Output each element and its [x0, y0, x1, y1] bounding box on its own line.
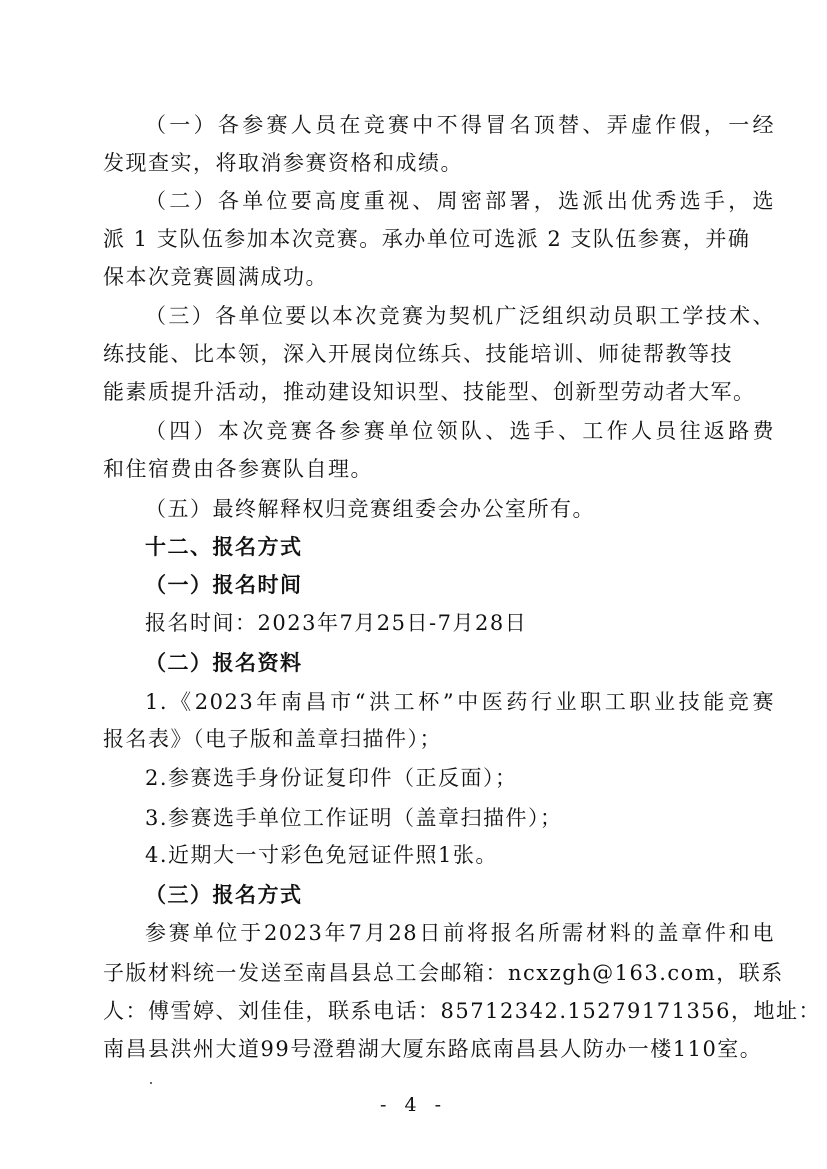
paragraph-line: 练技能、比本领，深入开展岗位练兵、技能培训、师徒帮教等技	[103, 342, 733, 366]
speck-mark	[150, 1082, 152, 1084]
paragraph-line: （三）各单位要以本次竞赛为契机广泛组织动员职工学技术、	[145, 304, 775, 328]
paragraph-line: 派 1 支队伍参加本次竞赛。承办单位可选派 2 支队伍参赛，并确	[103, 227, 751, 251]
subsection-heading: （一）报名时间	[145, 573, 303, 597]
paragraph-line: 能素质提升活动，推动建设知识型、技能型、创新型劳动者大军。	[103, 380, 756, 404]
section-heading: 十二、报名方式	[145, 535, 303, 559]
paragraph-line: （一）各参赛人员在竞赛中不得冒名顶替、弄虚作假，一经	[145, 113, 775, 137]
registration-time: 报名时间：2023年7月25日-7月28日	[145, 611, 528, 635]
list-item: 1.《2023年南昌市“洪工杯”中医药行业职工职业技能竞赛	[145, 690, 775, 714]
paragraph-line: 人：傅雪婷、刘佳佳，联系电话：85712342.15279171356，地址：	[103, 999, 822, 1023]
list-item: 3.参赛选手单位工作证明（盖章扫描件）；	[145, 806, 563, 830]
paragraph-line: （四）本次竞赛各参赛单位领队、选手、工作人员往返路费	[145, 419, 775, 443]
paragraph-line: 保本次竞赛圆满成功。	[103, 265, 328, 289]
subsection-heading: （二）报名资料	[145, 651, 303, 675]
paragraph-line: （五）最终解释权归竞赛组委会办公室所有。	[145, 497, 595, 521]
paragraph-line: 发现查实，将取消参赛资格和成绩。	[103, 151, 463, 175]
list-item: 4.近期大一寸彩色免冠证件照1张。	[145, 843, 498, 867]
subsection-heading: （三）报名方式	[145, 883, 303, 907]
paragraph-line: 参赛单位于2023年7月28日前将报名所需材料的盖章件和电	[145, 921, 775, 945]
list-item: 2.参赛选手身份证复印件（正反面）；	[145, 766, 518, 790]
paragraph-line: 子版材料统一发送至南昌县总工会邮箱：ncxzgh@163.com，联系	[103, 961, 784, 985]
page-number: - 4 -	[379, 1094, 447, 1116]
paragraph-line: 南昌县洪州大道99号澄碧湖大厦东路底南昌县人防办一楼110室。	[103, 1037, 763, 1061]
paragraph-line: 和住宿费由各参赛队自理。	[103, 457, 373, 481]
paragraph-line: （二）各单位要高度重视、周密部署，选派出优秀选手，选	[145, 189, 775, 213]
list-item-continuation: 报名表》（电子版和盖章扫描件）；	[103, 727, 442, 751]
